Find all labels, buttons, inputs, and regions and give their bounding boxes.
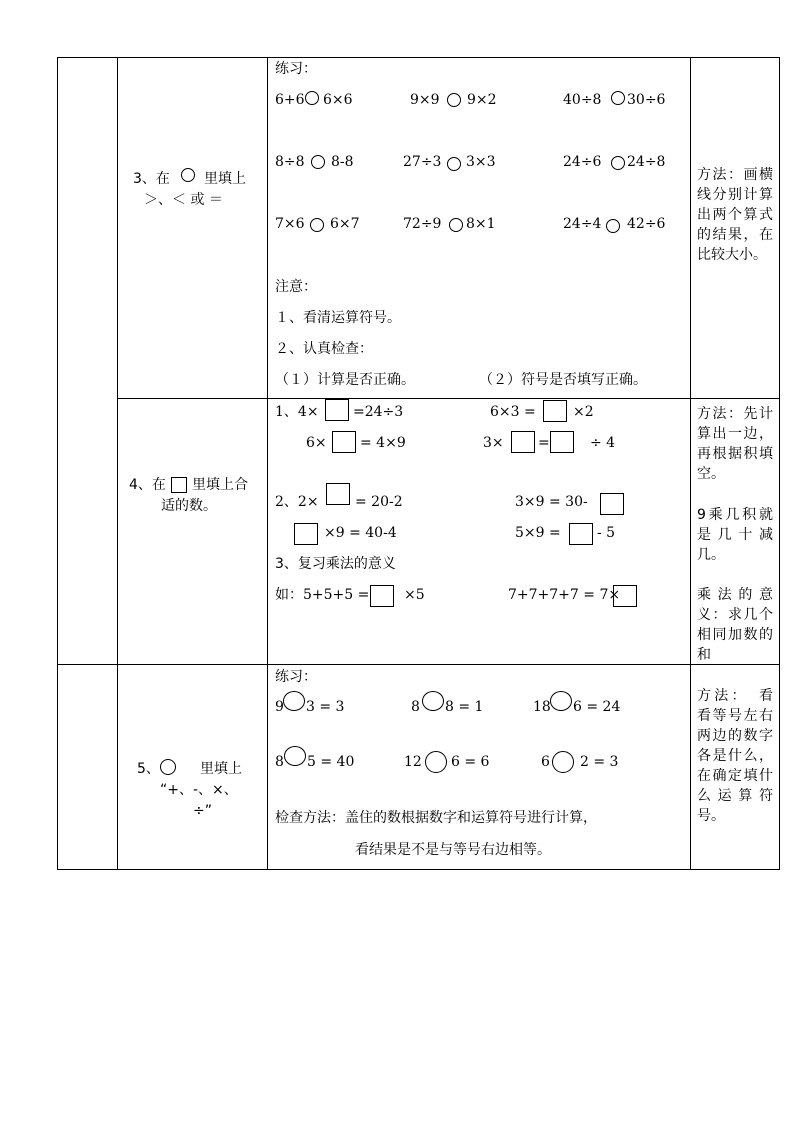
topic-label: 适的数。	[161, 498, 217, 514]
expression: 2 = 3	[580, 754, 619, 770]
table-border-top	[57, 57, 780, 58]
expression: 8×1	[466, 216, 496, 232]
expression: 30÷6	[627, 92, 666, 108]
topic-label: 里填上合	[192, 477, 248, 493]
answer-box[interactable]	[325, 399, 349, 421]
topic-label: 3、在	[133, 171, 170, 187]
expression: 7×6	[275, 216, 305, 232]
expression: =	[538, 435, 550, 451]
expression: = 4×9	[360, 435, 406, 451]
expression: 8 = 1	[445, 699, 484, 715]
column-divider	[117, 57, 118, 870]
answer-box[interactable]	[511, 431, 535, 453]
expression: 6×3 =	[490, 404, 536, 420]
expression: 8	[275, 754, 284, 770]
circle-blank-icon[interactable]	[310, 218, 324, 232]
note-item: （２）符号是否填写正确。	[479, 372, 647, 388]
circle-blank-icon	[160, 759, 176, 775]
note-heading: 注意：	[275, 279, 317, 295]
expression: 3×3	[466, 154, 496, 170]
subheading: 3、复习乘法的意义	[275, 556, 396, 572]
circle-blank-icon[interactable]	[305, 91, 319, 105]
expression: 40÷8	[563, 92, 602, 108]
expression: 6+6	[275, 92, 305, 108]
expression: 8	[411, 699, 420, 715]
expression: 9	[275, 699, 284, 715]
circle-blank-icon[interactable]	[311, 155, 325, 169]
square-blank-icon	[171, 477, 187, 493]
expression: 18	[533, 699, 551, 715]
expression: 27÷3	[403, 154, 442, 170]
table-border-bottom	[57, 869, 780, 870]
answer-box[interactable]	[543, 400, 567, 422]
expression: 8÷8	[275, 154, 305, 170]
topic-label: 里填上	[200, 761, 242, 777]
expression: 9×9	[410, 92, 440, 108]
method-note: 方法：画横线分别计算出两个算式的结果，在比较大小。	[697, 167, 773, 263]
column-divider	[267, 57, 268, 870]
answer-box[interactable]	[294, 523, 318, 545]
method-note: 方法：先计算出一边，再根据积填空。	[697, 406, 773, 482]
circle-blank-icon[interactable]	[552, 751, 574, 773]
expression: - 5	[597, 525, 616, 541]
answer-box[interactable]	[370, 585, 394, 607]
expression: 2、2×	[275, 494, 319, 510]
expression: 24÷6	[563, 154, 602, 170]
expression: 6×	[306, 435, 327, 451]
topic-label: ＞、＜ 或 ＝	[144, 192, 223, 208]
expression: 3×9 = 30-	[515, 494, 588, 510]
circle-blank-icon[interactable]	[611, 91, 625, 105]
expression: = 20-2	[355, 494, 403, 510]
method-note: 9乘几积就是几十减几。	[697, 507, 773, 563]
row-divider	[57, 664, 780, 665]
answer-box[interactable]	[600, 493, 624, 515]
topic-label: “+、-、×、	[160, 782, 238, 798]
circle-blank-icon[interactable]	[447, 93, 461, 107]
expression: 6 = 24	[573, 699, 621, 715]
topic-label: 里填上	[204, 171, 246, 187]
check-method: 看结果是不是与等号右边相等。	[355, 842, 551, 858]
expression: 3×	[483, 435, 504, 451]
expression: ×9 = 40-4	[324, 525, 397, 541]
method-note: 方法： 看看等号左右两边的数字各是什么，在确定填什么运算符号。	[697, 688, 773, 824]
expression: 42÷6	[627, 216, 666, 232]
expression: 6×7	[330, 216, 360, 232]
expression: 24÷8	[627, 154, 666, 170]
table-border-left	[57, 57, 58, 870]
expression: =24÷3	[353, 404, 404, 420]
expression: 6×6	[323, 92, 353, 108]
practice-heading: 练习：	[275, 669, 317, 685]
circle-blank-icon[interactable]	[447, 157, 461, 171]
practice-heading: 练习：	[275, 61, 317, 77]
expression: ×2	[573, 404, 594, 420]
expression: 6	[541, 754, 550, 770]
circle-blank-icon[interactable]	[611, 156, 625, 170]
expression: 8-8	[331, 154, 354, 170]
column-divider	[690, 57, 691, 870]
expression: ÷ 4	[590, 435, 616, 451]
circle-blank-icon[interactable]	[550, 691, 572, 711]
circle-blank-icon[interactable]	[449, 218, 463, 232]
expression: 7+7+7+7 = 7×	[508, 587, 621, 603]
circle-blank-icon[interactable]	[284, 746, 306, 766]
topic-label: ÷”	[193, 803, 212, 819]
row-divider	[117, 398, 780, 399]
circle-blank-icon	[181, 168, 195, 182]
note-item: １、看清运算符号。	[275, 310, 401, 326]
note-item: ２、认真检查：	[275, 341, 373, 357]
note-item: （１）计算是否正确。	[275, 372, 415, 388]
circle-blank-icon[interactable]	[283, 691, 305, 711]
circle-blank-icon[interactable]	[425, 751, 447, 773]
expression: 3 = 3	[306, 699, 345, 715]
expression: ×5	[404, 587, 425, 603]
expression: 5×9 =	[515, 525, 561, 541]
expression: 6 = 6	[451, 754, 490, 770]
answer-box[interactable]	[550, 431, 574, 453]
expression: 24÷4	[563, 216, 602, 232]
answer-box[interactable]	[332, 431, 356, 453]
expression: 72÷9	[403, 216, 442, 232]
method-note: 乘法的意义：求几个相同加数的和	[697, 587, 773, 663]
answer-box[interactable]	[613, 585, 637, 607]
circle-blank-icon[interactable]	[422, 691, 444, 711]
expression: 5 = 40	[307, 754, 355, 770]
answer-box[interactable]	[569, 523, 593, 545]
answer-box[interactable]	[326, 483, 350, 505]
expression: 如：5+5+5 =	[275, 587, 370, 603]
topic-label: 4、在	[129, 477, 166, 493]
table-border-right	[779, 57, 780, 870]
check-method: 检查方法：盖住的数根据数字和运算符号进行计算，	[275, 810, 597, 826]
expression: 9×2	[467, 92, 497, 108]
expression: 1、4×	[275, 404, 319, 420]
topic-label: 5、	[137, 761, 160, 777]
circle-blank-icon[interactable]	[606, 219, 620, 233]
expression: 12	[404, 754, 422, 770]
